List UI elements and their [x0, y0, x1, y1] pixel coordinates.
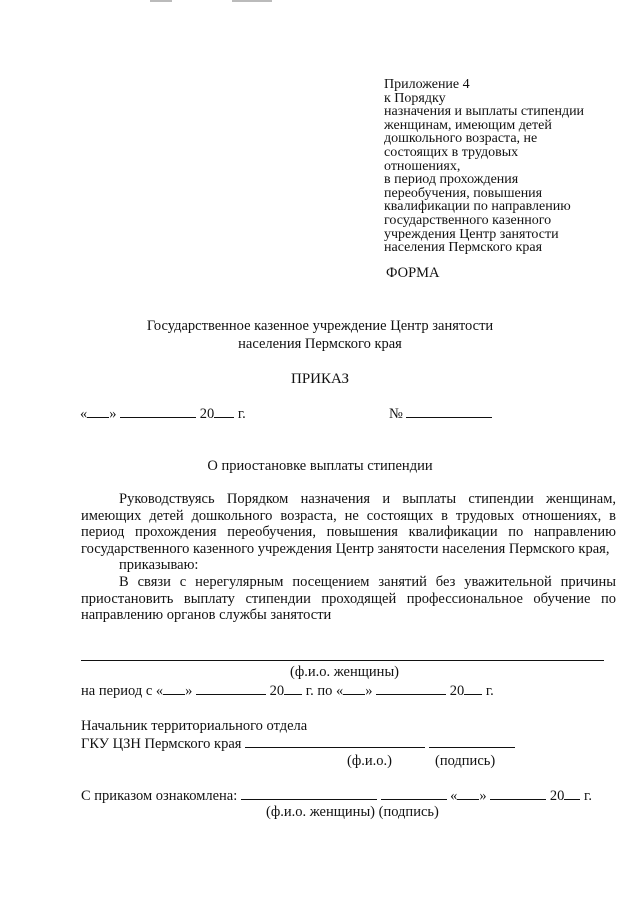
head-title-line1: Начальник территориального отдела	[81, 718, 308, 734]
day-blank[interactable]	[163, 682, 185, 695]
scan-artifact	[232, 0, 272, 2]
acquaint-sign-blank[interactable]	[381, 787, 447, 800]
scan-artifact	[150, 0, 172, 2]
year-blank[interactable]	[564, 787, 580, 800]
appendix-line: в период прохождения	[384, 172, 519, 188]
head-fio-blank[interactable]	[245, 735, 425, 748]
appendix-line: переобучения, повышения	[384, 185, 543, 201]
appendix-line: государственного казенного	[384, 212, 552, 228]
order-body	[81, 491, 616, 624]
month-blank[interactable]	[490, 787, 546, 800]
appendix-line: дошкольного возраста, не	[384, 131, 538, 147]
appendix-line: квалификации по направлению	[384, 199, 571, 215]
org-name-line1: Государственное казенное учреждение Центр занятости	[146, 318, 494, 334]
head-sign-caption: (подпись)	[435, 753, 496, 769]
appendix-line: Приложение 4	[384, 77, 470, 92]
year-blank[interactable]	[284, 682, 302, 695]
appendix-line: учреждения Центр занятости	[384, 226, 559, 242]
order-number-field[interactable]: №	[389, 405, 492, 423]
head-sign-blank[interactable]	[429, 735, 515, 748]
appendix-line: населения Пермского края	[384, 240, 543, 256]
year-blank[interactable]	[214, 405, 234, 418]
appendix-line: состоящих в трудовых	[384, 144, 519, 160]
appendix-line: женщинам, имеющим детей	[384, 117, 552, 133]
body-paragraph: Руководствуясь Порядком назначения и выплаты стипендии женщинам, имеющих детей дошкольного возраста, не состоящих в трудовых отношениях, в период прохождения переобучения, повышения квалификации по направлению государственного казенного учреждения Центр занятости населения Пермского края,	[81, 491, 616, 557]
appendix-block	[384, 78, 584, 255]
head-fio-caption: (ф.и.о.)	[347, 753, 392, 769]
body-paragraph: В связи с нерегулярным посещением занятий без уважительной причины приостановить выплату стипендии проходящей профессиональное обучение по направлению органов службы занятости	[81, 573, 616, 624]
month-blank[interactable]	[376, 682, 446, 695]
appendix-line: назначения и выплаты стипендии	[384, 104, 585, 120]
day-blank[interactable]	[343, 682, 365, 695]
month-blank[interactable]	[120, 405, 196, 418]
number-blank[interactable]	[406, 405, 492, 418]
form-label: ФОРМА	[386, 265, 440, 281]
month-blank[interactable]	[196, 682, 266, 695]
order-title: ПРИКАЗ	[291, 371, 349, 387]
fio-blank[interactable]	[81, 660, 604, 661]
appendix-line: к Порядку	[384, 90, 446, 106]
day-blank[interactable]	[457, 787, 479, 800]
acquaint-caption: (ф.и.о. женщины) (подпись)	[266, 804, 439, 820]
acquaint-field[interactable]: С приказом ознакомлена: « » 20 г.	[81, 788, 592, 804]
org-name-line2: населения Пермского края	[238, 336, 402, 352]
year-blank[interactable]	[464, 682, 482, 695]
order-word: приказываю:	[119, 557, 199, 574]
order-subject: О приостановке выплаты стипендии	[207, 458, 433, 474]
acquaint-fio-blank[interactable]	[241, 787, 377, 800]
day-blank[interactable]	[87, 405, 109, 418]
order-date-field[interactable]: « » 20 г.	[80, 406, 246, 422]
appendix-line: отношениях,	[384, 158, 461, 174]
head-signature-field[interactable]: ГКУ ЦЗН Пермского края	[81, 735, 515, 753]
fio-caption: (ф.и.о. женщины)	[290, 664, 400, 680]
period-field[interactable]: на период с « » 20 г. по « » 20 г.	[81, 683, 494, 699]
